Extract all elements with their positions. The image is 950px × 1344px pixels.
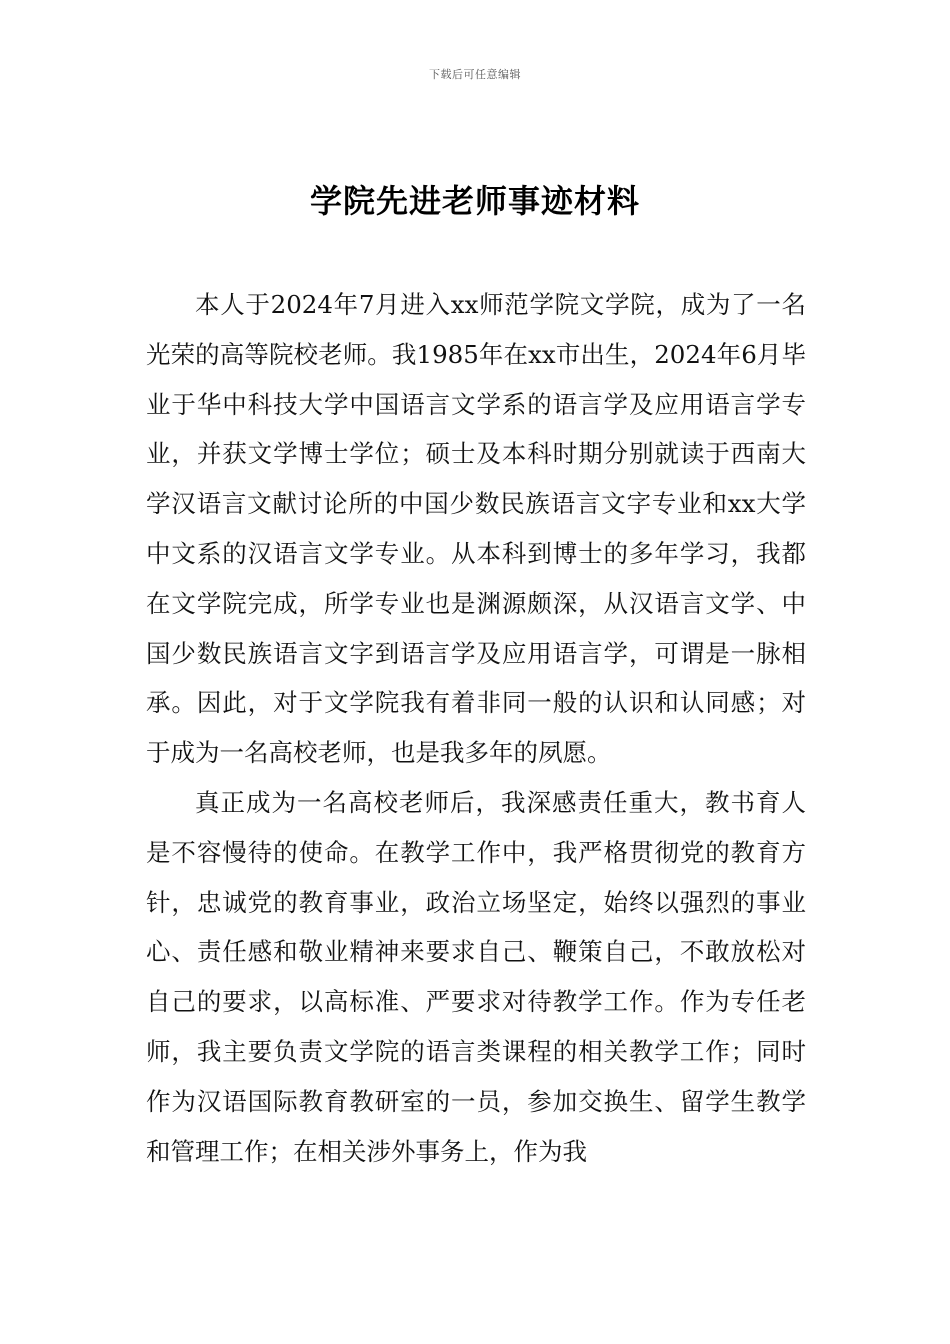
- paragraph-2: 真正成为一名高校老师后，我深感责任重大，教书育人是不容慢待的使命。在教学工作中，我严格贯彻党的教育方针，忠诚党的教育事业，政治立场坚定，始终以强烈的事业心、责任感和敬业精神来要求自己、鞭策自己，不敢放松对自己的要求，以高标准、严要求对待教学工作。作为专任老师，我主要负责文学院的语言类课程的相关教学工作；同时作为汉语国际教育教研室的一员，参加交换生、留学生教学和管理工作；在相关涉外事务上，作为我: [146, 787, 806, 1166]
- document-body: [146, 280, 806, 1176]
- header-note: 下载后可任意编辑: [429, 68, 521, 81]
- document-title: 学院先进老师事迹材料: [309, 182, 640, 220]
- paragraph-1: 本人于2024年7月进入xx师范学院文学院，成为了一名光荣的高等院校老师。我1985年在xx市出生，2024年6月毕业于华中科技大学中国语言文学系的语言学及应用语言学专业，并获文学博士学位；硕士及本科时期分别就读于西南大学汉语言文献讨论所的中国少数民族语言文字专业和xx大学中文系的汉语言文学专业。从本科到博士的多年学习，我都在文学院完成，所学专业也是渊源颇深，从汉语言文学、中国少数民族语言文字到语言学及应用语言学，可谓是一脉相承。因此，对于文学院我有着非同一般的认识和认同感；对于成为一名高校老师，也是我多年的夙愿。: [146, 290, 806, 768]
